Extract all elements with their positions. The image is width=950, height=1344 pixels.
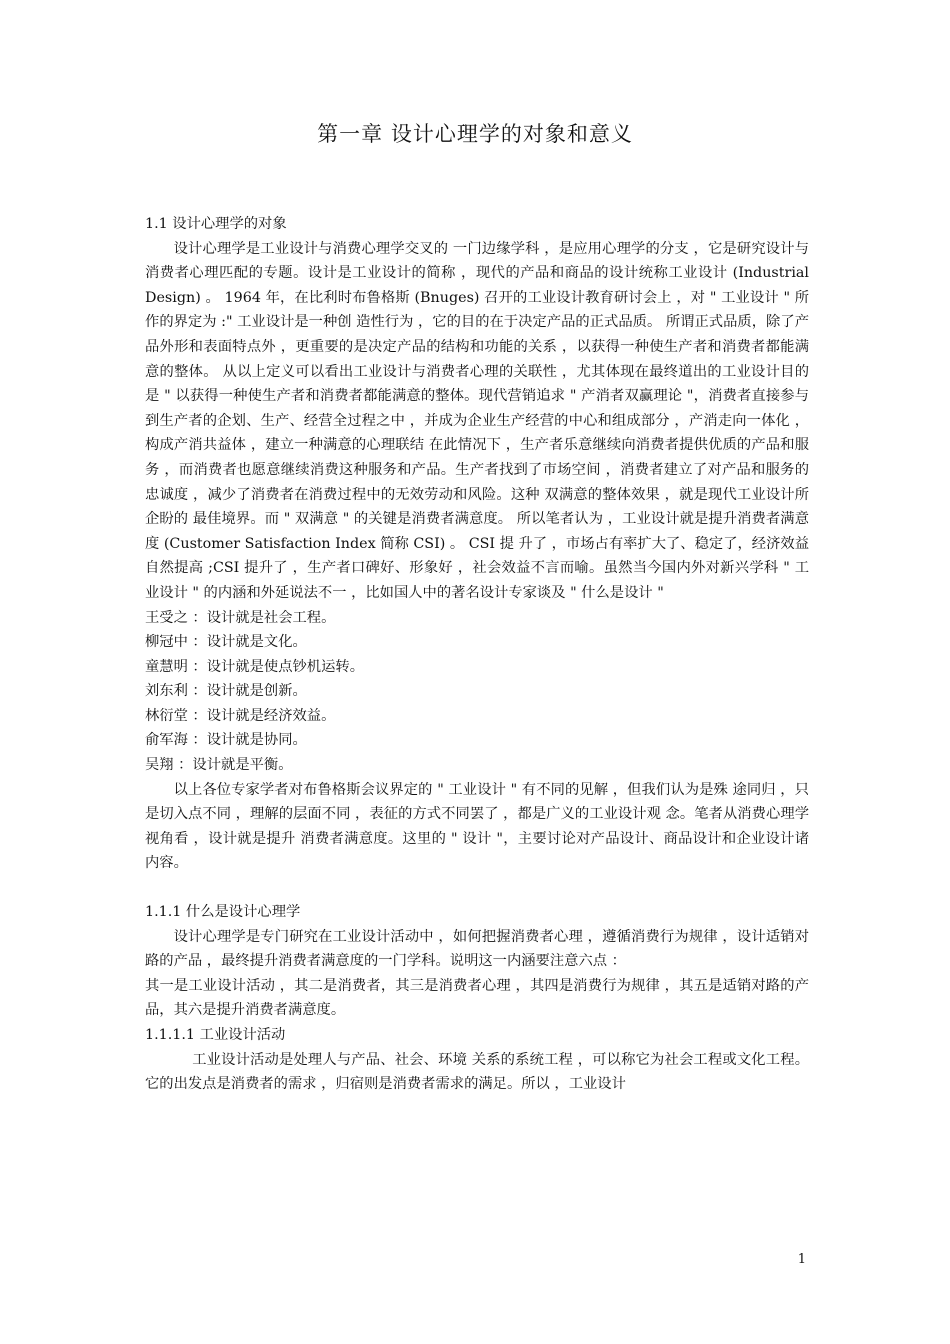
quote-line: 刘东利 ：设计就是创新。 (145, 683, 307, 700)
section-spacer (145, 876, 809, 900)
paragraph: 其一是工业设计活动 ，其二是消费者，其三是消费者心理 ，其四是消费行为规律 ，其五是适销对路的产品，其六是提升消费者满意度。 (145, 977, 809, 1019)
quote-line: 俞军海 ：设计就是协同。 (145, 732, 307, 749)
document-body (145, 212, 809, 1097)
section-heading-1-1: 1.1 设计心理学的对象 (145, 216, 287, 232)
quote-line: 吴翔 ：设计就是平衡。 (145, 757, 293, 774)
paragraph: 工业设计活动是处理人与产品、社会、环境 关系的系统工程 ，可以称它为社会工程或文化工程。它的出发点是消费者的需求 ，归宿则是消费者需求的满足。所以 ，工业设计 (145, 1051, 809, 1093)
quote-line: 柳冠中 ：设计就是文化。 (145, 634, 307, 651)
quote-line: 王受之 ：设计就是社会工程。 (145, 609, 336, 626)
paragraph: 设计心理学是专门研究在工业设计活动中 ，如何把握消费者心理 ，遵循消费行为规律 ，设计适销对路的产品 ，最终提升消费者满意度的一门学科。说明这一内涵要注意六点 ： (145, 928, 809, 970)
chapter-title: 第一章 设计心理学的对象和意义 (317, 122, 633, 146)
page-number: 1 (797, 1252, 806, 1267)
paragraph: 设计心理学是工业设计与消费心理学交叉的 一门边缘学科 ，是应用心理学的分支 ，它是研究设计与消费者心理匹配的专题。设计是工业设计的简称 ，现代的产品和商品的设计统称工业设计 (Industrial Design) 。 1964 年，在比利时布鲁格斯 (Bnuges) 召开的工业设计教育研讨会上 ，对 " 工业设计 " 所作的界定为 :" 工业设计是一种创 造性行为 ，它的目的在于决定产品的正式品质。 所谓正式品质，除了产品外形和表面特点外 ，更重要的是决定产品的结构和功能的关系 ，以获得一种使生产者和消费者都能满意的整体。 从以上定义可以看出工业设计与消费者心理的关联性 ，尤其体现在最终道出的工业设计目的是 " 以获得一种使生产者和消费者都能满意的整体。现代营销追求 " 产消者双赢理论 "，消费者直接参与到生产者的企划、生产、经营全过程之中 ，并成为企业生产经营的中心和组成部分 ，产消走向一体化 ，构成产消共益体 ，建立一种满意的心理联结 在此情况下 ，生产者乐意继续向消费者提供优质的产品和服务 ，而消费者也愿意继续消费这种服务和产品。生产者找到了市场空间 ，消费者建立了对产品和服务的忠诚度 ，减少了消费者在消费过程中的无效劳动和风险。这种 双满意的整体效果 ，就是现代工业设计所企盼的 最佳境界。而 " 双满意 " 的关键是消费者满意度。 所以笔者认为 ，工业设计就是提升消费者满意度 (Customer Satisfaction Index 简称 CSI) 。 CSI 提 升了 ，市场占有率扩大了、稳定了，经济效益自然提高 ;CSI 提升了 ，生产者口碑好、形象好 ，社会效益不言而喻。虽然当今国内外对新兴学科 " 工业设计 " 的内涵和外延说法不一 ，比如国人中的著名设计专家谈及 " 什么是设计 " (145, 240, 809, 601)
quote-line: 林衍堂 ：设计就是经济效益。 (145, 707, 336, 724)
paragraph: 以上各位专家学者对布鲁格斯会议界定的 " 工业设计 " 有不同的见解 ，但我们认为是殊 途同归 ，只是切入点不同 ，理解的层面不同 ，表征的方式不同罢了 ，都是广义的工业设计观 念。笔者从消费心理学视角看 ，设计就是提升 消费者满意度。这里的 " 设计 "，主要讨论对产品设计、商品设计和企业设计诸内容。 (145, 781, 809, 872)
section-heading-1-1-1-1: 1.1.1.1 工业设计活动 (145, 1027, 286, 1043)
section-heading-1-1-1: 1.1.1 什么是设计心理学 (145, 904, 301, 921)
quote-line: 童慧明 ：设计就是使点钞机运转。 (145, 658, 364, 675)
